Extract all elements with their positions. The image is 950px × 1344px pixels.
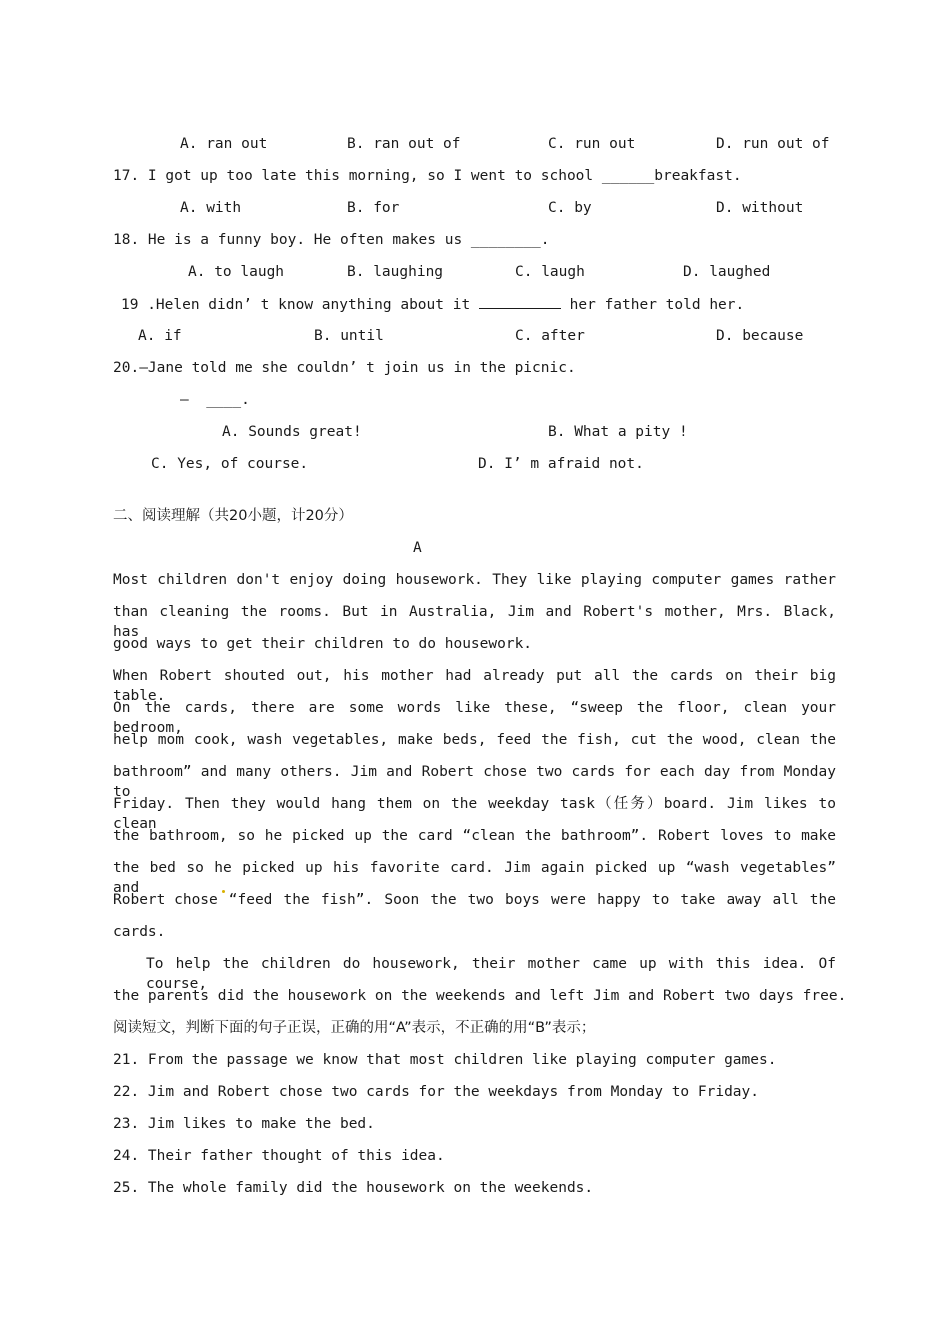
q17-option-a: A. with (180, 200, 242, 216)
q16-option-b: B. ran out of (347, 136, 461, 152)
q17-option-b: B. for (347, 200, 400, 216)
q17-option-d: D. without (716, 200, 804, 216)
q18-stem-end: . (540, 232, 550, 248)
passage-line-2: than cleaning the rooms. But in Australia, Jim and Robert's mother, Mrs. Black, has (113, 604, 836, 640)
passage-label: A (413, 540, 422, 556)
statement-22: 22. Jim and Robert chose two cards for the weekdays from Monday to Friday. (113, 1084, 760, 1100)
passage-line-4: When Robert shouted out, his mother had already put all the cards on their big table. (113, 668, 836, 704)
statement-24: 24. Their father thought of this idea. (113, 1148, 445, 1164)
marker-dot (222, 890, 225, 893)
q19-stem-start: 19 .Helen didn’ t know anything about it (121, 297, 479, 313)
q18-blank: ________ (470, 232, 541, 248)
q18-option-c: C. laugh (515, 264, 585, 280)
q18-option-b: B. laughing (347, 264, 444, 280)
passage-line-10: the bed so he picked up his favorite card. Jim again picked up “wash vegetables” and (113, 860, 836, 896)
section-heading: 二、阅读理解（共20小题，计20分） (113, 508, 353, 524)
q19-option-d: D. because (716, 328, 804, 344)
q19-stem-end: her father told her. (560, 297, 745, 313)
q20-stem: 20.—Jane told me she couldn’ t join us in the picnic. (113, 360, 576, 376)
q19-option-a: A. if (138, 328, 182, 344)
statement-23: 23. Jim likes to make the bed. (113, 1116, 375, 1132)
passage-line-9: the bathroom, so he picked up the card “clean the bathroom”. Robert loves to make (113, 828, 836, 844)
q17-stem-end: breakfast. (654, 168, 742, 184)
q20-option-d: D. I’ m afraid not. (478, 456, 644, 472)
q17-stem (113, 166, 742, 186)
q18-option-a: A. to laugh (188, 264, 285, 280)
q20-option-c: C. Yes, of course. (151, 456, 309, 472)
q20-option-a: A. Sounds great! (222, 424, 362, 440)
q16-option-d: D. run out of (716, 136, 830, 152)
q20-reply: — ____. (180, 392, 250, 408)
passage-line-12: cards. (113, 924, 166, 940)
q18-stem-start: 18. He is a funny boy. He often makes us (113, 232, 471, 248)
q19-stem (121, 294, 744, 315)
passage-line-11-prefix: Robert chose (113, 892, 218, 908)
q17-option-c: C. by (548, 200, 592, 216)
passage-line-6: help mom cook, wash vegetables, make beds, feed the fish, cut the wood, clean the (113, 732, 836, 748)
q18-option-d: D. laughed (683, 264, 771, 280)
q19-option-c: C. after (515, 328, 585, 344)
passage-line-7: bathroom” and many others. Jim and Robert chose two cards for each day from Monday to (113, 764, 836, 800)
q19-option-b: B. until (314, 328, 384, 344)
passage-line-1: Most children don't enjoy doing housework. They like playing computer games rather (113, 572, 836, 588)
passage-line-3: good ways to get their children to do housework. (113, 636, 533, 652)
passage-line-11 (113, 890, 836, 910)
passage-line-13: To help the children do housework, their mother came up with this idea. Of course, (146, 956, 836, 992)
statement-21: 21. From the passage we know that most children like playing computer games. (113, 1052, 777, 1068)
q17-stem-start: 17. I got up too late this morning, so I went to school (113, 168, 602, 184)
passage-line-8: Friday. Then they would hang them on the weekday task（任务）board. Jim likes to clean (113, 796, 836, 832)
statement-25: 25. The whole family did the housework on the weekends. (113, 1180, 594, 1196)
q16-option-c: C. run out (548, 136, 636, 152)
q17-blank: ______ (601, 168, 655, 184)
passage-line-11-rest: “feed the fish”. Soon the two boys were happy to take away all the (228, 892, 836, 908)
q18-stem (113, 230, 550, 250)
q20-option-b: B. What a pity ! (548, 424, 688, 440)
passage-line-14: the parents did the housework on the weekends and left Jim and Robert two days free. (113, 988, 847, 1004)
instruction: 阅读短文，判断下面的句子正误，正确的用“A”表示，不正确的用“B”表示； (113, 1020, 596, 1036)
passage-line-5: On the cards, there are some words like these, “sweep the floor, clean your bedroom, (113, 700, 836, 736)
q19-blank (479, 294, 561, 309)
q16-option-a: A. ran out (180, 136, 268, 152)
